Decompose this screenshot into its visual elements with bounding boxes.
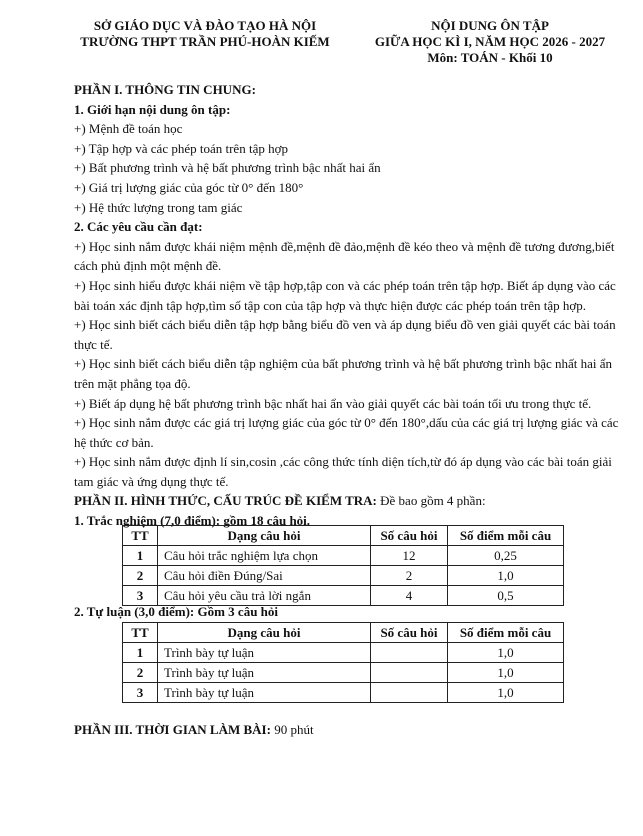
table-row <box>123 566 564 586</box>
requirement-item: +) Học sinh biết cách biểu diễn tập hợp bằng biểu đồ ven và áp dụng biểu đồ ven giải quyết các bài toán thực tế. <box>74 317 616 352</box>
row-points: 1,0 <box>448 663 564 683</box>
essay-table <box>122 622 564 703</box>
row-type: Câu hỏi yêu cầu trả lời ngắn <box>158 586 371 606</box>
school-name: TRƯỜNG THPT TRẦN PHÚ-HOÀN KIẾM <box>80 34 330 49</box>
table-header-row <box>123 623 564 643</box>
col-points: Số điểm mỗi câu <box>448 526 564 546</box>
row-type: Trình bày tự luận <box>158 643 371 663</box>
mc-section-title: 1. Trắc nghiệm (7,0 điểm): gồm 18 câu hỏi. <box>74 513 311 529</box>
row-count: 12 <box>371 546 448 566</box>
row-tt: 3 <box>123 683 158 703</box>
requirement-item: +) Học sinh nắm được các giá trị lượng giác của góc từ 0° đến 180°,dấu của các giá trị lượng giác và các hệ thức cơ bản. <box>74 415 619 450</box>
department-name: SỞ GIÁO DỤC VÀ ĐÀO TẠO HÀ NỘI <box>93 18 317 33</box>
table-row <box>123 663 564 683</box>
requirement-item: +) Học sinh hiểu được khái niệm về tập hợp,tập con và các phép toán trên tập hợp. Biết áp dụng vào các bài toán xác định tập hợp,tìm số tập con của tập hợp và thực hiện được các phép toán trên tập hợp. <box>74 277 616 313</box>
document-title: NỘI DUNG ÔN TẬP <box>431 18 549 33</box>
document-term: GIỮA HỌC KÌ I, NĂM HỌC 2026 - 2027 <box>374 34 606 49</box>
row-count <box>371 683 448 703</box>
row-tt: 1 <box>123 643 158 663</box>
row-count <box>371 663 448 683</box>
col-count: Số câu hỏi <box>371 623 448 643</box>
row-type: Trình bày tự luận <box>158 663 371 683</box>
part1-limits-title: 1. Giới hạn nội dung ôn tập: <box>74 101 231 117</box>
row-count <box>371 643 448 663</box>
requirement-item: +) Học sinh nắm được định lí sin,cosin ,các công thức tính diện tích,từ đó áp dụng vào các bài toán giải tam giác và ứng dụng thực tế. <box>74 454 612 489</box>
row-count: 4 <box>371 586 448 606</box>
document-subject: Môn: TOÁN - Khối 10 <box>427 50 553 65</box>
essay-section-title: 2. Tự luận (3,0 điểm): Gồm 3 câu hỏi <box>74 604 279 619</box>
row-points: 0,25 <box>448 546 564 566</box>
row-type: Trình bày tự luận <box>158 683 371 703</box>
requirement-item: +) Học sinh nắm được khái niệm mệnh đề,mệnh đề đảo,mệnh đề kéo theo và mệnh đề tương đương,biết cách phủ định một mệnh đề. <box>74 238 615 274</box>
row-tt: 2 <box>123 566 158 586</box>
mc-table <box>122 525 564 606</box>
row-points: 1,0 <box>448 566 564 586</box>
part2-title-rest: Đề bao gồm 4 phần: <box>376 493 486 509</box>
row-tt: 2 <box>123 663 158 683</box>
row-tt: 3 <box>123 586 158 606</box>
requirement-item: +) Biết áp dụng hệ bất phương trình bậc nhất hai ẩn vào giải quyết các bài toán tối ưu trong thực tế. <box>74 395 592 411</box>
document-header <box>355 18 625 66</box>
table-row <box>123 643 564 663</box>
limit-item: +) Tập hợp và các phép toán trên tập hợp <box>74 140 288 156</box>
table-row <box>123 683 564 703</box>
row-type: Câu hỏi trắc nghiệm lựa chọn <box>158 546 371 566</box>
row-points: 0,5 <box>448 586 564 606</box>
row-points: 1,0 <box>448 683 564 703</box>
limit-item: +) Giá trị lượng giác của góc từ 0° đến 180° <box>74 179 304 195</box>
limit-item: +) Hệ thức lượng trong tam giác <box>74 199 243 215</box>
part1-requirements-title: 2. Các yêu cầu cần đạt: <box>74 219 203 235</box>
requirement-item: +) Học sinh biết cách biểu diễn tập nghiệm của bất phương trình và hệ bất phương trình bậc nhất hai ẩn trên mặt phẳng tọa độ. <box>74 356 613 391</box>
part2-title-line <box>74 491 619 511</box>
part3-title: PHẦN III. THỜI GIAN LÀM BÀI: <box>74 722 271 737</box>
row-count: 2 <box>371 566 448 586</box>
part3-line <box>74 720 314 739</box>
part2-title: PHẦN II. HÌNH THỨC, CẤU TRÚC ĐỀ KIỂM TRA: <box>74 493 377 509</box>
limit-item: +) Mệnh đề toán học <box>74 121 183 137</box>
col-tt: TT <box>123 623 158 643</box>
col-type: Dạng câu hỏi <box>158 526 371 546</box>
school-header <box>60 18 350 50</box>
part1-title: PHẦN I. THÔNG TIN CHUNG: <box>74 82 256 97</box>
col-count: Số câu hỏi <box>371 526 448 546</box>
part3-value: 90 phút <box>270 722 314 737</box>
col-tt: TT <box>123 526 158 546</box>
col-type: Dạng câu hỏi <box>158 623 371 643</box>
limit-item: +) Bất phương trình và hệ bất phương trình bậc nhất hai ẩn <box>74 160 381 176</box>
col-points: Số điểm mỗi câu <box>448 623 564 643</box>
row-tt: 1 <box>123 546 158 566</box>
row-type: Câu hỏi điền Đúng/Sai <box>158 566 371 586</box>
document-body <box>74 80 619 531</box>
row-points: 1,0 <box>448 643 564 663</box>
table-row <box>123 546 564 566</box>
table-header-row <box>123 526 564 546</box>
